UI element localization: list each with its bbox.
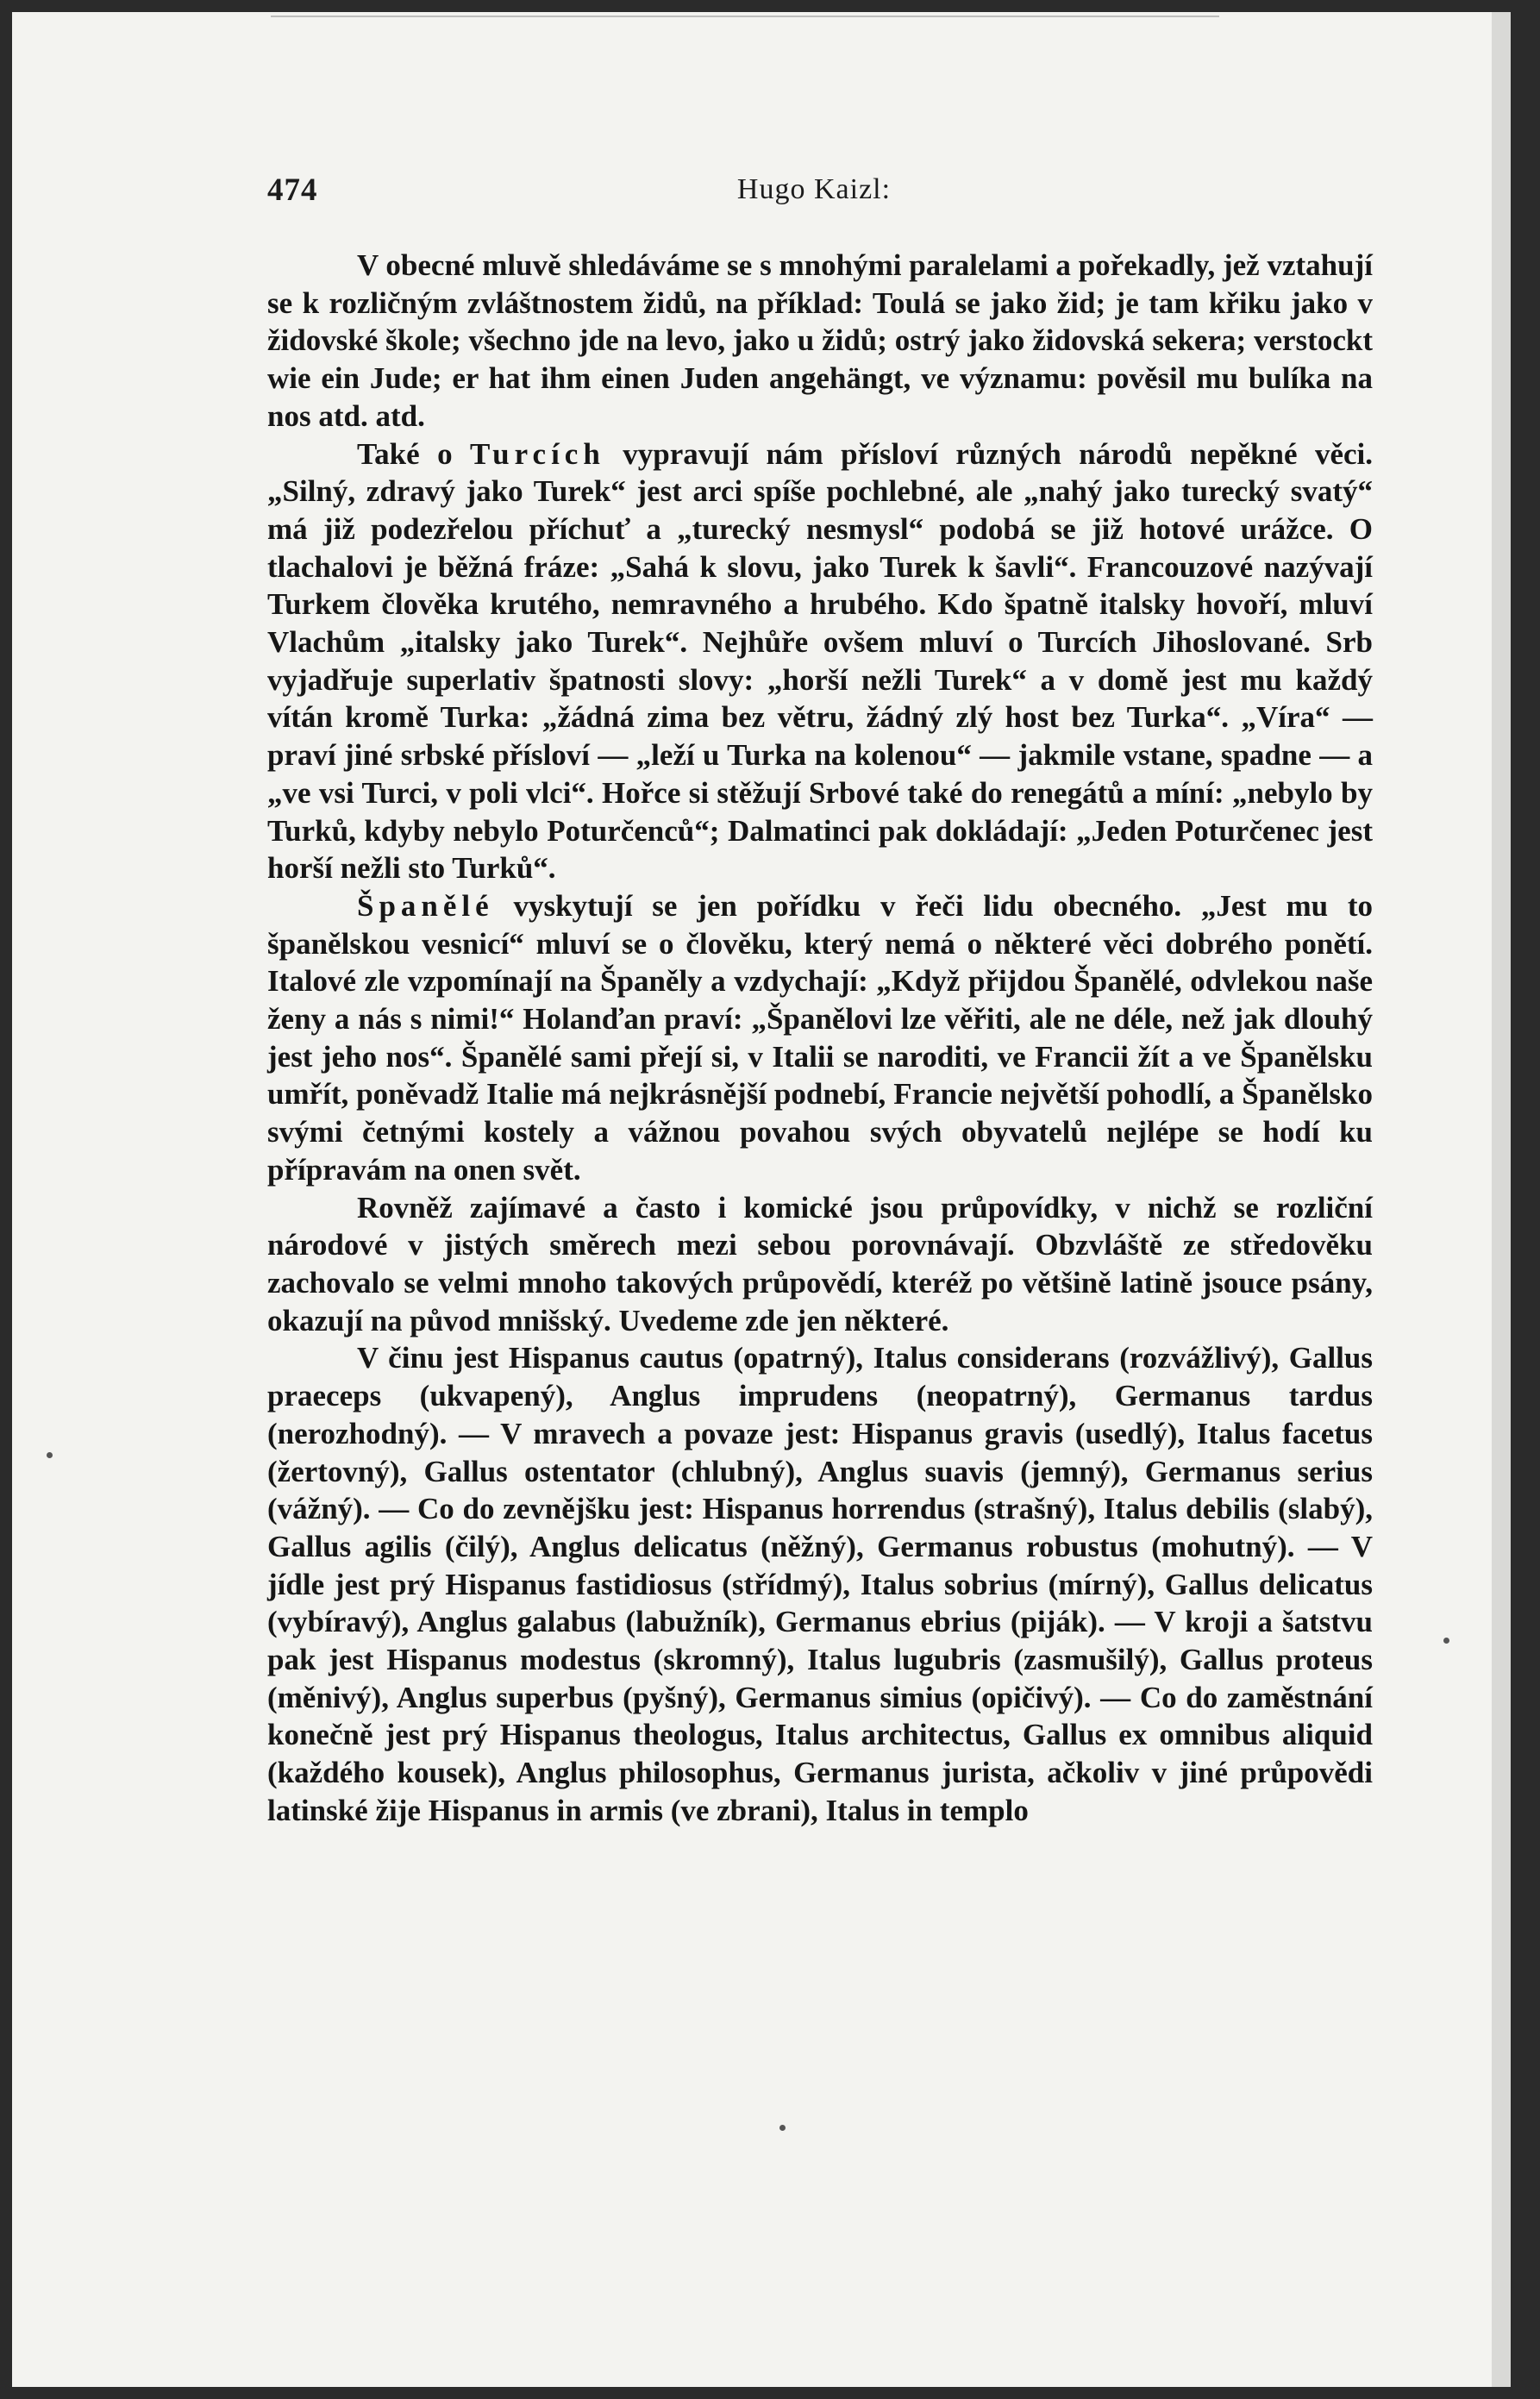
body-text — [267, 247, 1373, 1830]
print-speck — [1443, 1638, 1449, 1644]
paragraph-turks — [267, 435, 1373, 887]
print-speck — [779, 2125, 786, 2131]
paragraph-turks-lead: Také o — [357, 436, 471, 471]
page-number: 474 — [267, 172, 318, 208]
paragraph-latin-comparisons: V činu jest Hispanus cautus (opatrný), Italus considerans (rozvážlivý), Gallus praeceps (ukvapený), Anglus imprudens (neopatrný), Germanus tardus (nerozhodný). — V mravech a povaze jest: Hispanus gravis (usedlý), Italus facetus (žertovný), Gallus ostentator (chlubný), Anglus suavis (jemný), Germanus serius (vážný). — Co do zevnějšku jest: Hispanus horrendus (strašný), Italus debilis (slabý), Gallus agilis (čilý), Anglus delicatus (něžný), Germanus robustus (mohutný). — V jídle jest prý Hispanus fastidiosus (střídmý), Italus sobrius (mírný), Gallus delicatus (vybíravý), Anglus galabus (labužník), Germanus ebrius (piják). — V kroji a šatstvu pak jest Hispanus modestus (skromný), Italus lugubris (zasmušilý), Gallus proteus (měnivý), Anglus superbus (pyšný), Germanus simius (opičivý). — Co do zaměstnání konečně jest prý Hispanus theologus, Italus architectus, Gallus ex omnibus aliquid (každého kousek), Anglus philosophus, Germanus jurista, ačkoliv v jiné průpovědi latinské žije Hispanus in armis (ve zbrani), Italus in templo — [267, 1341, 1373, 1827]
page-top-edge — [271, 16, 1219, 17]
page-header — [255, 172, 1373, 215]
paragraph-jews: V obecné mluvě shledáváme se s mnohými paralelami a pořekadly, jež vztahují se k rozličným zvláštnostem židů, na příklad: Toulá se jako žid; je tam křiku jako v židovské škole; všechno jde na levo, jako u židů; ostrý jako židovská sekera; verstockt wie ein Jude; er hat ihm einen Juden angehängt, ve významu: pověsil mu bulíka na nos atd. atd. — [267, 248, 1373, 433]
running-title: Hugo Kaizl: — [736, 173, 892, 205]
paragraph-turks-emphasis: Turcích — [470, 436, 605, 471]
paragraph-spaniards-text: vyskytují se jen pořídku v řeči lidu obecného. „Jest mu to španělskou vesnicí“ mluví se o člověku, který nemá o některé věci dobrého ponětí. Italové zle vzpomínají na Španěly a vzdychají: „Když přijdou Španělé, odvlekou naše ženy a nás s nimi!“ Holanďan praví: „Španělovi lze věřiti, ale ne déle, než jak dlouhý jest jeho nos“. Španělé sami přejí si, v Italii se naroditi, ve Francii žít a ve Španělsku umřít, poněvadž Italie má nejkrásnější podnebí, Francie největší pohodlí, a Španělsko svými četnými kostely a vážnou povahou svých obyvatelů nejlépe se hodí ku přípravám na onen svět. — [267, 888, 1373, 1187]
paragraph-turks-text: vypravují nám přísloví různých národů nepěkné věci. „Silný, zdravý jako Turek“ jest arci spíše pochlebné, ale „nahý jako turecký svatý“ má již podezřelou příchuť a „turecký nesmysl“ podobá se již hotové urážce. O tlachalovi je běžná fráze: „Sahá k slovu, jako Turek k šavli“. Francouzové nazývají Turkem člověka krutého, nemravného a hrubého. Kdo špatně italsky hovoří, mluví Vlachům „italsky jako Turek“. Nejhůře ovšem mluví o Turcích Jihoslované. Srb vyjadřuje superlativ špatnosti slovy: „horší nežli Turek“ a v domě jest mu každý vítán kromě Turka: „žádná zima bez větru, žádný zlý host bez Turka“. „Víra“ — praví jiné srbské přísloví — „leží u Turka na kolenou“ — jakmile vstane, spadne — a „ve vsi Turci, v poli vlci“. Hořce si stěžují Srbové také do renegátů a míní: „nebylo by Turků, kdyby nebylo Poturčenců“; Dalmatinci pak dokládají: „Jeden Poturčenec jest horší nežli sto Turků“. — [267, 436, 1373, 886]
book-page — [12, 12, 1511, 2387]
paragraph-spaniards-emphasis: Španělé — [357, 888, 494, 923]
print-speck — [47, 1452, 53, 1458]
paragraph-spaniards — [267, 887, 1373, 1189]
paragraph-sayings: Rovněž zajímavé a často i komické jsou průpovídky, v nichž se rozliční národové v jistých směrech mezi sebou porovnávají. Obzvláště ze středověku zachovalo se velmi mnoho takových průpovědí, kteréž po většině latině jsouce psány, okazují na původ mnišský. Uvedeme zde jen některé. — [267, 1190, 1373, 1337]
